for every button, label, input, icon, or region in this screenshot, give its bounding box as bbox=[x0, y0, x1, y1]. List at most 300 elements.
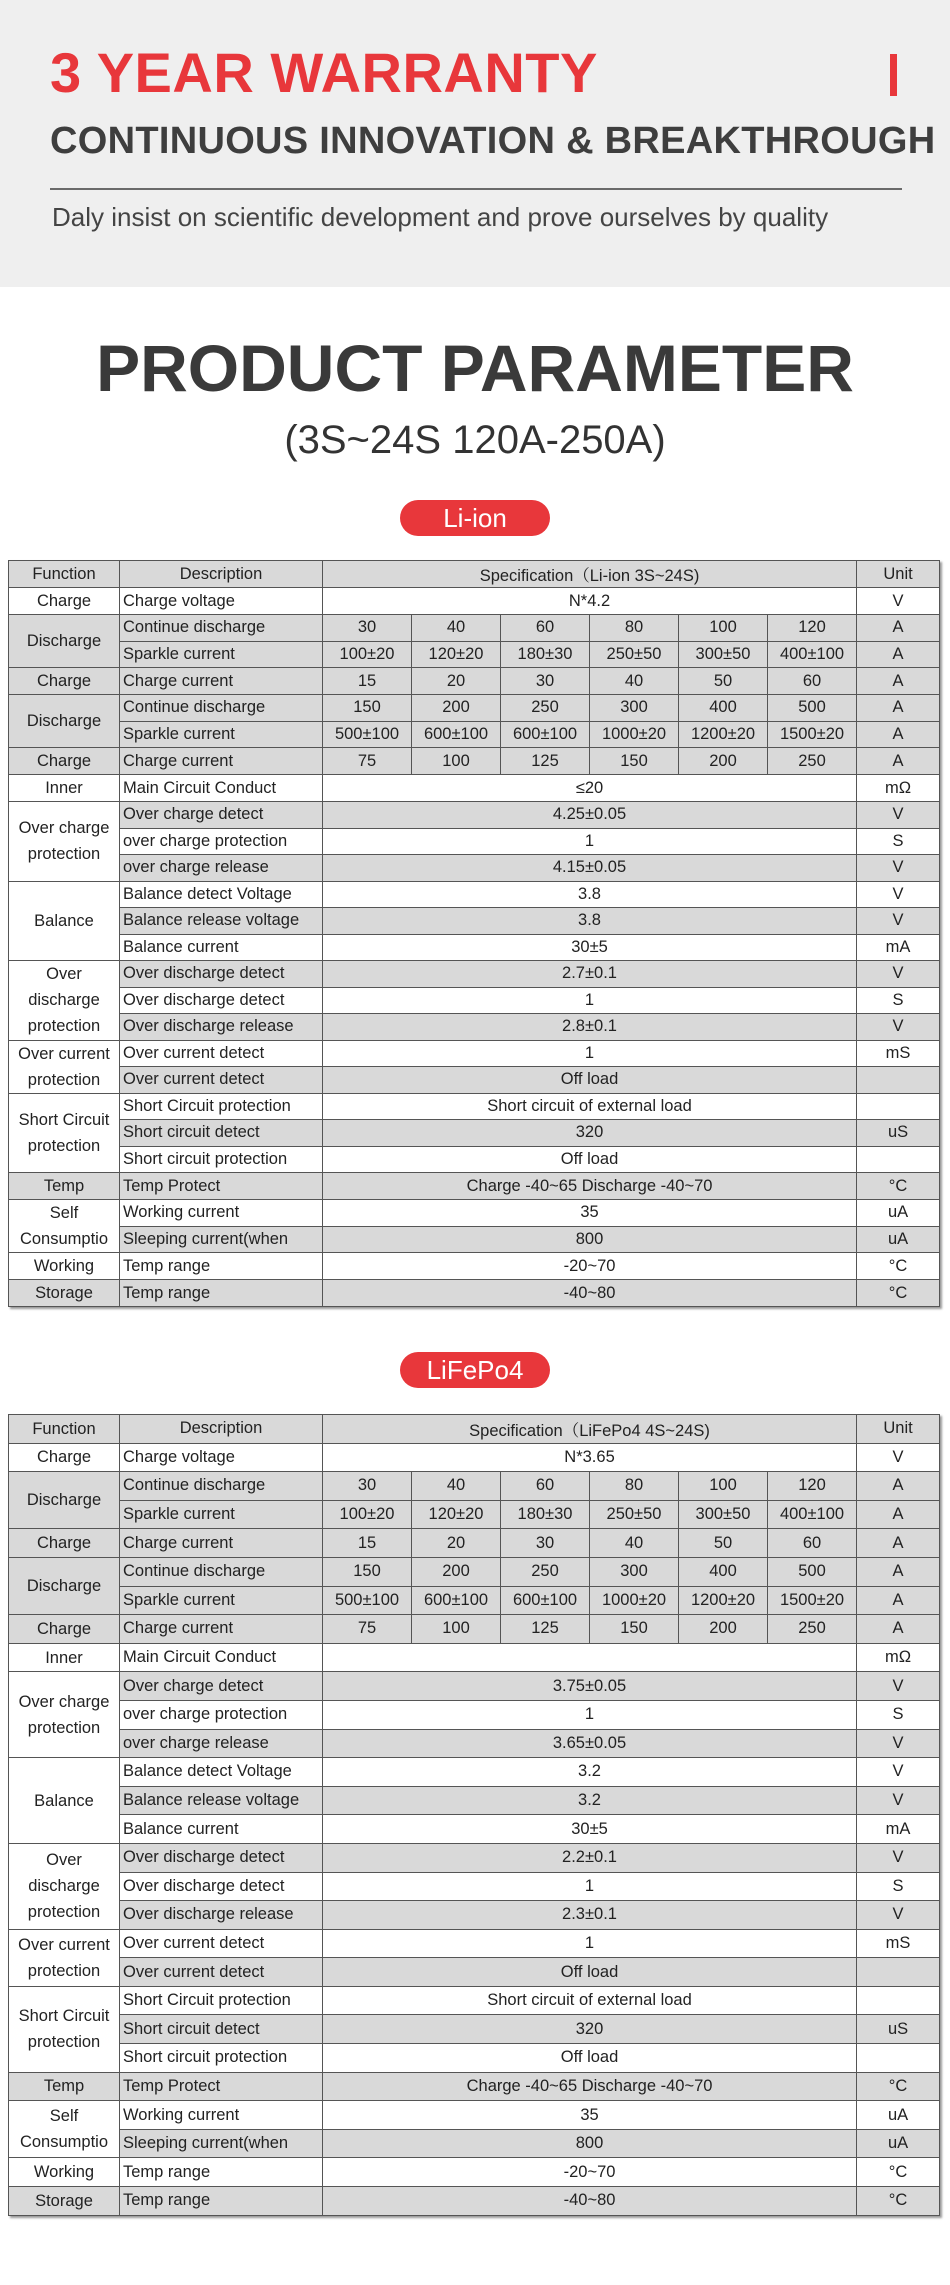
unit-cell: A bbox=[857, 1500, 940, 1529]
value-cell: Off load bbox=[323, 1958, 857, 1987]
description-cell: Balance current bbox=[120, 1815, 323, 1844]
value-cell: 20 bbox=[412, 1529, 501, 1558]
value-cell: 20 bbox=[412, 668, 501, 695]
unit-cell: mA bbox=[857, 934, 940, 961]
description-cell: Balance detect Voltage bbox=[120, 1758, 323, 1787]
unit-cell: uA bbox=[857, 1226, 940, 1253]
description-cell: Over charge detect bbox=[120, 1672, 323, 1701]
unit-cell: mΩ bbox=[857, 1643, 940, 1672]
value-cell: 1500±20 bbox=[768, 721, 857, 748]
table-row bbox=[9, 1253, 940, 1280]
unit-cell: V bbox=[857, 1758, 940, 1787]
unit-cell: °C bbox=[857, 2072, 940, 2101]
unit-cell: S bbox=[857, 1872, 940, 1901]
table-row bbox=[9, 561, 940, 588]
unit-cell: V bbox=[857, 588, 940, 615]
table-row bbox=[9, 1758, 940, 1787]
value-cell: 1 bbox=[323, 828, 857, 855]
table-row bbox=[9, 855, 940, 882]
value-cell: 250 bbox=[768, 1615, 857, 1644]
function-cell: Over discharge protection bbox=[9, 1843, 120, 1929]
unit-cell: A bbox=[857, 1529, 940, 1558]
value-cell: 60 bbox=[501, 1472, 590, 1501]
description-cell: Over discharge detect bbox=[120, 987, 323, 1014]
table-row bbox=[9, 1557, 940, 1586]
table-row bbox=[9, 1280, 940, 1307]
value-cell: 600±100 bbox=[501, 1586, 590, 1615]
unit-cell: V bbox=[857, 802, 940, 829]
value-cell: 80 bbox=[590, 615, 679, 642]
table-row bbox=[9, 987, 940, 1014]
table-row bbox=[9, 1472, 940, 1501]
description-cell: Sparkle current bbox=[120, 1586, 323, 1615]
function-cell: Charge bbox=[9, 748, 120, 775]
table-row bbox=[9, 1067, 940, 1094]
unit-cell: V bbox=[857, 1014, 940, 1041]
value-cell: 1000±20 bbox=[590, 1586, 679, 1615]
value-cell: 1200±20 bbox=[679, 721, 768, 748]
unit-cell: °C bbox=[857, 1253, 940, 1280]
table-row bbox=[9, 1040, 940, 1067]
value-cell: 1 bbox=[323, 1700, 857, 1729]
header-cell: Function bbox=[9, 561, 120, 588]
table-row bbox=[9, 1146, 940, 1173]
table-row bbox=[9, 2015, 940, 2044]
unit-cell: V bbox=[857, 1786, 940, 1815]
value-cell: 50 bbox=[679, 1529, 768, 1558]
table-row bbox=[9, 775, 940, 802]
description-cell: Balance release voltage bbox=[120, 908, 323, 935]
description-cell: Over current detect bbox=[120, 1067, 323, 1094]
table-row bbox=[9, 1872, 940, 1901]
table-row bbox=[9, 934, 940, 961]
description-cell: over charge release bbox=[120, 855, 323, 882]
value-cell: ≤20 bbox=[323, 775, 857, 802]
value-cell: 300±50 bbox=[679, 1500, 768, 1529]
function-cell: Charge bbox=[9, 1529, 120, 1558]
unit-cell: °C bbox=[857, 1173, 940, 1200]
li-ion-badge: Li-ion bbox=[400, 500, 550, 536]
description-cell: Balance current bbox=[120, 934, 323, 961]
value-cell: 300 bbox=[590, 695, 679, 722]
table-row bbox=[9, 1843, 940, 1872]
value-cell: 600±100 bbox=[412, 721, 501, 748]
function-cell: Charge bbox=[9, 668, 120, 695]
unit-cell: °C bbox=[857, 1280, 940, 1307]
value-cell: 250 bbox=[768, 748, 857, 775]
table-row bbox=[9, 961, 940, 988]
description-cell: Over current detect bbox=[120, 1040, 323, 1067]
unit-cell: S bbox=[857, 1700, 940, 1729]
value-cell: 30±5 bbox=[323, 1815, 857, 1844]
value-cell: 35 bbox=[323, 1200, 857, 1227]
table-row bbox=[9, 802, 940, 829]
function-cell: Discharge bbox=[9, 615, 120, 668]
table-row bbox=[9, 1786, 940, 1815]
value-cell: 2.3±0.1 bbox=[323, 1901, 857, 1930]
table-row bbox=[9, 721, 940, 748]
description-cell: Temp Protect bbox=[120, 2072, 323, 2101]
value-cell: 400 bbox=[679, 1557, 768, 1586]
table-row bbox=[9, 695, 940, 722]
unit-cell: °C bbox=[857, 2187, 940, 2216]
value-cell: 1500±20 bbox=[768, 1586, 857, 1615]
value-cell: 3.2 bbox=[323, 1758, 857, 1787]
table-row bbox=[9, 1729, 940, 1758]
table-row bbox=[9, 668, 940, 695]
value-cell: Off load bbox=[323, 1067, 857, 1094]
value-cell: 500±100 bbox=[323, 721, 412, 748]
value-cell: 40 bbox=[412, 615, 501, 642]
function-cell: Short Circuit protection bbox=[9, 1986, 120, 2072]
table-row bbox=[9, 1700, 940, 1729]
value-cell: 200 bbox=[412, 1557, 501, 1586]
unit-cell: uA bbox=[857, 1200, 940, 1227]
header-cell: Specification（Li-ion 3S~24S) bbox=[323, 561, 857, 588]
value-cell: 500 bbox=[768, 1557, 857, 1586]
description-cell: Short Circuit protection bbox=[120, 1093, 323, 1120]
table-row bbox=[9, 748, 940, 775]
description-cell: Over discharge release bbox=[120, 1014, 323, 1041]
value-cell: 60 bbox=[768, 1529, 857, 1558]
unit-cell bbox=[857, 1093, 940, 1120]
table-row bbox=[9, 1986, 940, 2015]
warranty-banner bbox=[0, 0, 950, 287]
unit-cell: A bbox=[857, 1615, 940, 1644]
description-cell: Short circuit protection bbox=[120, 2044, 323, 2073]
value-cell: 800 bbox=[323, 1226, 857, 1253]
section-title: PRODUCT PARAMETER bbox=[96, 331, 854, 405]
value-cell: 40 bbox=[590, 668, 679, 695]
function-cell: Balance bbox=[9, 881, 120, 961]
unit-cell: V bbox=[857, 1843, 940, 1872]
value-cell: 1 bbox=[323, 987, 857, 1014]
value-cell: Off load bbox=[323, 1146, 857, 1173]
unit-cell: V bbox=[857, 1901, 940, 1930]
table-row bbox=[9, 1500, 940, 1529]
unit-cell: A bbox=[857, 721, 940, 748]
unit-cell: A bbox=[857, 1472, 940, 1501]
table-row bbox=[9, 641, 940, 668]
value-cell: 200 bbox=[679, 748, 768, 775]
value-cell: 500 bbox=[768, 695, 857, 722]
function-cell: Charge bbox=[9, 1615, 120, 1644]
unit-cell: A bbox=[857, 1557, 940, 1586]
description-cell: Main Circuit Conduct bbox=[120, 775, 323, 802]
value-cell: 150 bbox=[590, 748, 679, 775]
unit-cell: A bbox=[857, 695, 940, 722]
unit-cell: mS bbox=[857, 1040, 940, 1067]
unit-cell: mS bbox=[857, 1929, 940, 1958]
value-cell: 100 bbox=[412, 1615, 501, 1644]
table-row bbox=[9, 2129, 940, 2158]
value-cell: 100 bbox=[412, 748, 501, 775]
function-cell: Balance bbox=[9, 1758, 120, 1844]
value-cell: 250 bbox=[501, 1557, 590, 1586]
header-cell: Description bbox=[120, 561, 323, 588]
description-cell: Charge current bbox=[120, 1529, 323, 1558]
description-cell: Over discharge detect bbox=[120, 1872, 323, 1901]
table-row bbox=[9, 1415, 940, 1444]
description-cell: Continue discharge bbox=[120, 1557, 323, 1586]
table-row bbox=[9, 1929, 940, 1958]
value-cell: 4.15±0.05 bbox=[323, 855, 857, 882]
value-cell: 250 bbox=[501, 695, 590, 722]
value-cell: 40 bbox=[412, 1472, 501, 1501]
value-cell: 100 bbox=[679, 1472, 768, 1501]
description-cell: Charge current bbox=[120, 748, 323, 775]
unit-cell: mA bbox=[857, 1815, 940, 1844]
header-cell: Description bbox=[120, 1415, 323, 1444]
table-row bbox=[9, 828, 940, 855]
value-cell: 40 bbox=[590, 1529, 679, 1558]
function-cell: Self Consumptio bbox=[9, 1200, 120, 1253]
unit-cell bbox=[857, 1958, 940, 1987]
function-cell: Discharge bbox=[9, 1557, 120, 1614]
table-row bbox=[9, 2101, 940, 2130]
value-cell: 3.8 bbox=[323, 908, 857, 935]
unit-cell: V bbox=[857, 855, 940, 882]
value-cell: Short circuit of external load bbox=[323, 1986, 857, 2015]
value-cell: 120 bbox=[768, 1472, 857, 1501]
value-cell: 250±50 bbox=[590, 641, 679, 668]
table-row bbox=[9, 588, 940, 615]
li-ion-parameter-table bbox=[8, 560, 940, 1307]
description-cell: Over discharge detect bbox=[120, 961, 323, 988]
function-cell: Working bbox=[9, 1253, 120, 1280]
accent-bar bbox=[890, 54, 897, 96]
divider bbox=[50, 188, 902, 190]
description-cell: over charge protection bbox=[120, 1700, 323, 1729]
description-cell: Sleeping current(when bbox=[120, 1226, 323, 1253]
value-cell: -20~70 bbox=[323, 1253, 857, 1280]
table-row bbox=[9, 2044, 940, 2073]
unit-cell: uA bbox=[857, 2129, 940, 2158]
value-cell: Charge -40~65 Discharge -40~70 bbox=[323, 2072, 857, 2101]
header-cell: Unit bbox=[857, 1415, 940, 1444]
value-cell: 30 bbox=[501, 668, 590, 695]
unit-cell: uS bbox=[857, 2015, 940, 2044]
value-cell: 15 bbox=[323, 1529, 412, 1558]
table-row bbox=[9, 1615, 940, 1644]
function-cell: Discharge bbox=[9, 1472, 120, 1529]
header-cell: Unit bbox=[857, 561, 940, 588]
lifepo4-badge: LiFePo4 bbox=[400, 1352, 550, 1388]
function-cell: Discharge bbox=[9, 695, 120, 748]
table-row bbox=[9, 2158, 940, 2187]
value-cell: 15 bbox=[323, 668, 412, 695]
value-cell: 400±100 bbox=[768, 641, 857, 668]
value-cell bbox=[323, 1643, 857, 1672]
value-cell: 1 bbox=[323, 1929, 857, 1958]
unit-cell: V bbox=[857, 1672, 940, 1701]
unit-cell: S bbox=[857, 987, 940, 1014]
table-row bbox=[9, 1120, 940, 1147]
value-cell: -40~80 bbox=[323, 1280, 857, 1307]
unit-cell: uA bbox=[857, 2101, 940, 2130]
table-row bbox=[9, 908, 940, 935]
function-cell: Working bbox=[9, 2158, 120, 2187]
value-cell: 300±50 bbox=[679, 641, 768, 668]
description-cell: Temp range bbox=[120, 1253, 323, 1280]
value-cell: 60 bbox=[501, 615, 590, 642]
unit-cell: A bbox=[857, 668, 940, 695]
value-cell: 320 bbox=[323, 2015, 857, 2044]
warranty-subtitle: CONTINUOUS INNOVATION & BREAKTHROUGH bbox=[50, 120, 936, 162]
table-row bbox=[9, 1014, 940, 1041]
unit-cell bbox=[857, 1067, 940, 1094]
unit-cell: uS bbox=[857, 1120, 940, 1147]
description-cell: Continue discharge bbox=[120, 695, 323, 722]
description-cell: Balance detect Voltage bbox=[120, 881, 323, 908]
table-row bbox=[9, 1672, 940, 1701]
unit-cell bbox=[857, 2044, 940, 2073]
function-cell: Self Consumptio bbox=[9, 2101, 120, 2158]
description-cell: Charge voltage bbox=[120, 1443, 323, 1472]
description-cell: Short circuit detect bbox=[120, 2015, 323, 2044]
value-cell: Charge -40~65 Discharge -40~70 bbox=[323, 1173, 857, 1200]
value-cell: 30 bbox=[323, 1472, 412, 1501]
function-cell: Storage bbox=[9, 1280, 120, 1307]
table-row bbox=[9, 2187, 940, 2216]
description-cell: Sleeping current(when bbox=[120, 2129, 323, 2158]
description-cell: Sparkle current bbox=[120, 1500, 323, 1529]
value-cell: 2.7±0.1 bbox=[323, 961, 857, 988]
value-cell: 200 bbox=[412, 695, 501, 722]
value-cell: 75 bbox=[323, 1615, 412, 1644]
unit-cell: V bbox=[857, 908, 940, 935]
table-row bbox=[9, 1958, 940, 1987]
value-cell: 30±5 bbox=[323, 934, 857, 961]
value-cell: 120 bbox=[768, 615, 857, 642]
value-cell: 35 bbox=[323, 2101, 857, 2130]
description-cell: Continue discharge bbox=[120, 615, 323, 642]
value-cell: 1 bbox=[323, 1872, 857, 1901]
table-row bbox=[9, 2072, 940, 2101]
value-cell: 100±20 bbox=[323, 1500, 412, 1529]
description-cell: Short circuit protection bbox=[120, 1146, 323, 1173]
unit-cell: A bbox=[857, 641, 940, 668]
table-row bbox=[9, 1529, 940, 1558]
unit-cell: A bbox=[857, 615, 940, 642]
value-cell: 2.2±0.1 bbox=[323, 1843, 857, 1872]
unit-cell: V bbox=[857, 1729, 940, 1758]
value-cell: 125 bbox=[501, 1615, 590, 1644]
function-cell: Temp bbox=[9, 1173, 120, 1200]
table-row bbox=[9, 615, 940, 642]
unit-cell: S bbox=[857, 828, 940, 855]
description-cell: Temp range bbox=[120, 1280, 323, 1307]
value-cell: 320 bbox=[323, 1120, 857, 1147]
table-row bbox=[9, 1173, 940, 1200]
table-row bbox=[9, 1200, 940, 1227]
value-cell: Off load bbox=[323, 2044, 857, 2073]
unit-cell bbox=[857, 1986, 940, 2015]
function-cell: Storage bbox=[9, 2187, 120, 2216]
value-cell: 75 bbox=[323, 748, 412, 775]
description-cell: Main Circuit Conduct bbox=[120, 1643, 323, 1672]
description-cell: Short circuit detect bbox=[120, 1120, 323, 1147]
function-cell: Charge bbox=[9, 1443, 120, 1472]
lifepo4-parameter-table bbox=[8, 1414, 940, 2216]
description-cell: Continue discharge bbox=[120, 1472, 323, 1501]
value-cell: 30 bbox=[501, 1529, 590, 1558]
unit-cell bbox=[857, 1146, 940, 1173]
value-cell: 800 bbox=[323, 2129, 857, 2158]
table-row bbox=[9, 1586, 940, 1615]
description-cell: Over discharge detect bbox=[120, 1843, 323, 1872]
table-row bbox=[9, 1643, 940, 1672]
description-cell: Working current bbox=[120, 1200, 323, 1227]
value-cell: Short circuit of external load bbox=[323, 1093, 857, 1120]
description-cell: Sparkle current bbox=[120, 641, 323, 668]
unit-cell: °C bbox=[857, 2158, 940, 2187]
description-cell: Temp range bbox=[120, 2158, 323, 2187]
unit-cell: V bbox=[857, 881, 940, 908]
function-cell: Over current protection bbox=[9, 1040, 120, 1093]
value-cell: 100 bbox=[679, 615, 768, 642]
value-cell: -40~80 bbox=[323, 2187, 857, 2216]
value-cell: 120±20 bbox=[412, 641, 501, 668]
value-cell: -20~70 bbox=[323, 2158, 857, 2187]
value-cell: 1 bbox=[323, 1040, 857, 1067]
table-row bbox=[9, 1093, 940, 1120]
function-cell: Inner bbox=[9, 1643, 120, 1672]
header-cell: Function bbox=[9, 1415, 120, 1444]
table-row bbox=[9, 1443, 940, 1472]
description-cell: Over current detect bbox=[120, 1958, 323, 1987]
value-cell: N*3.65 bbox=[323, 1443, 857, 1472]
value-cell: 100±20 bbox=[323, 641, 412, 668]
description-cell: Over charge detect bbox=[120, 802, 323, 829]
table-row bbox=[9, 881, 940, 908]
unit-cell: V bbox=[857, 961, 940, 988]
value-cell: 2.8±0.1 bbox=[323, 1014, 857, 1041]
function-cell: Over current protection bbox=[9, 1929, 120, 1986]
description-cell: Working current bbox=[120, 2101, 323, 2130]
warranty-tagline: Daly insist on scientific development and prove ourselves by quality bbox=[52, 202, 829, 232]
function-cell: Over discharge protection bbox=[9, 961, 120, 1041]
value-cell: 120±20 bbox=[412, 1500, 501, 1529]
value-cell: 180±30 bbox=[501, 1500, 590, 1529]
value-cell: 300 bbox=[590, 1557, 679, 1586]
description-cell: Charge current bbox=[120, 668, 323, 695]
unit-cell: V bbox=[857, 1443, 940, 1472]
value-cell: 1000±20 bbox=[590, 721, 679, 748]
value-cell: 3.8 bbox=[323, 881, 857, 908]
value-cell: 80 bbox=[590, 1472, 679, 1501]
value-cell: 600±100 bbox=[501, 721, 590, 748]
table-row bbox=[9, 1815, 940, 1844]
value-cell: 600±100 bbox=[412, 1586, 501, 1615]
value-cell: 125 bbox=[501, 748, 590, 775]
value-cell: 30 bbox=[323, 615, 412, 642]
function-cell: Temp bbox=[9, 2072, 120, 2101]
function-cell: Inner bbox=[9, 775, 120, 802]
function-cell: Over charge protection bbox=[9, 1672, 120, 1758]
value-cell: 3.2 bbox=[323, 1786, 857, 1815]
value-cell: 1200±20 bbox=[679, 1586, 768, 1615]
function-cell: Short Circuit protection bbox=[9, 1093, 120, 1173]
description-cell: over charge protection bbox=[120, 828, 323, 855]
value-cell: 3.75±0.05 bbox=[323, 1672, 857, 1701]
table-row bbox=[9, 1226, 940, 1253]
value-cell: 200 bbox=[679, 1615, 768, 1644]
description-cell: Charge voltage bbox=[120, 588, 323, 615]
description-cell: Temp Protect bbox=[120, 1173, 323, 1200]
value-cell: 3.65±0.05 bbox=[323, 1729, 857, 1758]
value-cell: 400 bbox=[679, 695, 768, 722]
